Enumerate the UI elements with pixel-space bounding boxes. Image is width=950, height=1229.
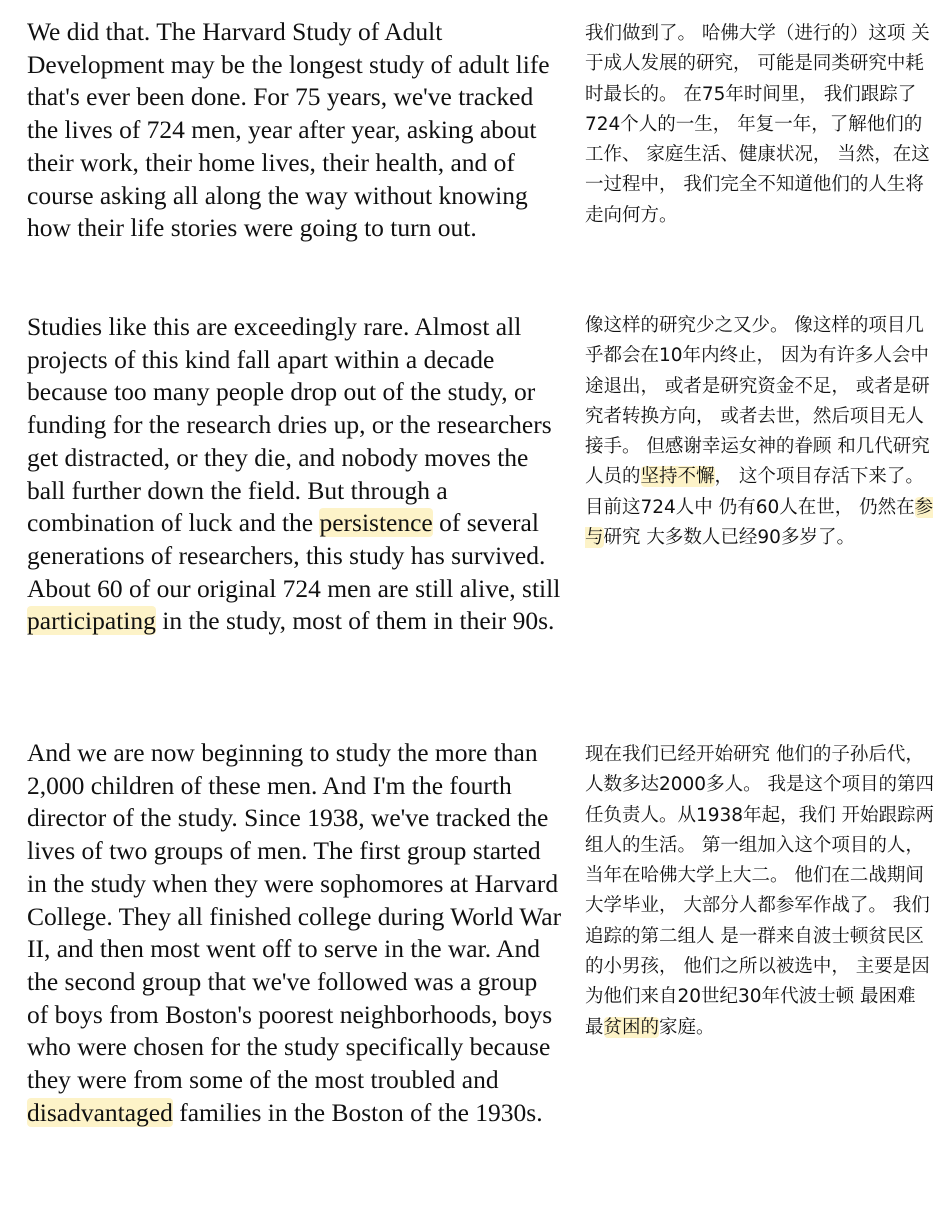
english-paragraph-2-text-start: Studies like this are exceedingly rare. Almost all projects of this kind fall apart within a decade because too many people drop out of the study, or funding for the research dries up, or the researchers get distracted, or they die, and nobody moves the ball further down the field. But through a combination of luck and the <box>27 312 552 538</box>
english-paragraph-2 <box>27 311 562 638</box>
highlight-jianchibuxie[interactable]: 坚持不懈 <box>640 466 715 488</box>
highlight-pinkunde[interactable]: 贫困的 <box>603 1016 660 1038</box>
english-paragraph-1 <box>27 16 562 245</box>
chinese-paragraph-2-text-middle: ， 这个项目存活下来了。 目前这724人中 仍有60人在世， 仍然在 <box>585 466 924 518</box>
chinese-paragraph-3-text-end: 家庭。 <box>659 1016 715 1038</box>
chinese-paragraph-3 <box>585 740 935 1043</box>
english-paragraph-3 <box>27 737 562 1129</box>
highlight-disadvantaged[interactable]: disadvantaged <box>27 1097 173 1127</box>
highlight-canyu[interactable]: 参与 <box>585 496 934 549</box>
english-paragraph-1-text: We did that. The Harvard Study of Adult Development may be the longest study of adult life that's ever been done. For 75 years, we've tracked the lives of 724 men, year after year, asking about their work, their home lives, their health, and of course asking all along the way without knowing how their life stories were going to turn out. <box>27 17 550 243</box>
chinese-paragraph-2 <box>585 311 935 553</box>
chinese-paragraph-3-text-start: 现在我们已经开始研究 他们的子孙后代， 人数多达2000多人。 我是这个项目的第四任负责人。从1938年起，我们 开始跟踪两组人的生活。 第一组加入这个项目的人， 当年在哈佛大学上大二。 他们在二战期间大学毕业， 大部分人都参军作战了。 我们追踪的第二组人 是一群来自波士顿贫民区的小男孩， 他们之所以被选中， 主要是因为他们来自20世纪30年代波士顿 最困难 最 <box>585 744 934 1038</box>
chinese-paragraph-1-text: 我们做到了。 哈佛大学（进行的）这项 关于成人发展的研究， 可能是同类研究中耗时最长的。 在75年时间里， 我们跟踪了724个人的一生， 年复一年，了解他们的工作、 家庭生活、健康状况， 当然，在这一过程中， 我们完全不知道他们的人生将走向何方。 <box>585 23 930 226</box>
highlight-persistence[interactable]: persistence <box>319 508 433 538</box>
highlight-participating[interactable]: participating <box>27 606 156 636</box>
chinese-paragraph-2-text-end: 研究 大多数人已经90多岁了。 <box>603 527 855 549</box>
chinese-paragraph-1 <box>585 19 935 231</box>
english-paragraph-3-text-start: And we are now beginning to study the more than 2,000 children of these men. And I'm the fourth director of the study. Since 1938, we've tracked the lives of two groups of men. The first group started in the study when they were sophomores at Harvard College. They all finished college during World War II, and then most went off to serve in the war. And the second group that we've followed was a group of boys from Boston's poorest neighborhoods, boys who were chosen for the study specifically because they were from some of the most troubled and <box>27 738 562 1095</box>
chinese-paragraph-2-text-start: 像这样的研究少之又少。 像这样的项目几乎都会在10年内终止， 因为有许多人会中途退出， 或者是研究资金不足， 或者是研究者转换方向， 或者去世，然后项目无人接手。 但感谢幸运女神的眷顾 和几代研究人员的 <box>585 315 930 488</box>
english-paragraph-3-text-end: families in the Boston of the 1930s. <box>172 1097 543 1127</box>
english-paragraph-2-text-end: in the study, most of them in their 90s. <box>155 606 555 636</box>
english-paragraph-2-text-middle: of several generations of researchers, this study has survived. About 60 of our original 724 men are still alive, still <box>27 508 561 603</box>
